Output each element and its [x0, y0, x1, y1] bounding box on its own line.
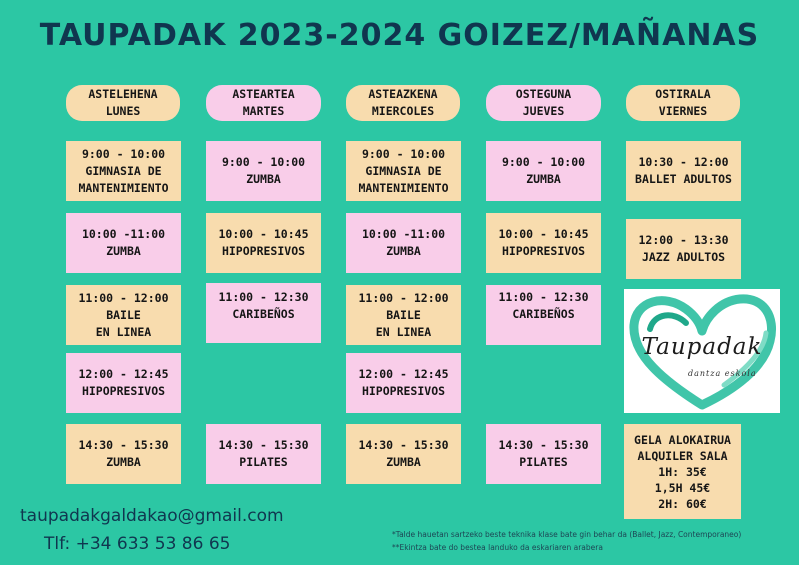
class-time: 10:30 - 12:00 [638, 155, 729, 169]
class-name: ZUMBA [106, 455, 141, 469]
day-name-es: LUNES [105, 104, 141, 118]
class-time: 14:30 - 15:30 [78, 438, 169, 452]
logo-subtitle: dantza eskola [688, 369, 757, 378]
class-card [486, 285, 601, 345]
class-name: ZUMBA [106, 244, 141, 258]
class-name: ZUMBA [246, 172, 281, 186]
class-time: 10:00 -11:00 [361, 227, 446, 241]
day-name-eu: ASTEARTEA [232, 87, 295, 101]
class-name-line2: EN LINEA [375, 324, 432, 339]
class-card [486, 424, 601, 484]
class-time: 9:00 - 10:00 [501, 155, 586, 169]
class-time: 11:00 - 12:00 [78, 290, 169, 305]
day-header-wednesday [346, 85, 460, 121]
class-name: HIPOPRESIVOS [221, 244, 306, 258]
logo-wordmark: Taupadak [641, 334, 763, 360]
class-card [206, 283, 321, 343]
class-time: 12:00 - 12:45 [358, 367, 449, 381]
class-time: 10:00 -11:00 [81, 227, 166, 241]
class-time: 11:00 - 12:00 [358, 290, 449, 305]
day-name-eu: ASTEAZKENA [368, 87, 438, 101]
class-card [346, 424, 461, 484]
rental-title-eu: GELA ALOKAIRUA [634, 432, 731, 447]
day-name-es: VIERNES [658, 104, 708, 118]
class-card [66, 141, 181, 201]
class-card [206, 213, 321, 273]
taupadak-logo [624, 289, 780, 413]
class-card [66, 285, 181, 345]
class-card [66, 424, 181, 484]
room-rental-card [624, 424, 741, 519]
class-name: GIMNASIA DE [365, 163, 442, 178]
rental-price-1h: 1H: 35€ [658, 464, 707, 479]
class-name: HIPOPRESIVOS [81, 384, 166, 398]
rental-price-2h: 2H: 60€ [658, 496, 707, 511]
class-time: 9:00 - 10:00 [361, 146, 446, 161]
class-name-line2: MANTENIMIENTO [78, 180, 169, 195]
class-name: BAILE [386, 307, 421, 322]
class-name: BALLET ADULTOS [635, 172, 732, 186]
class-time: 12:00 - 12:45 [78, 367, 169, 381]
rental-price-1-5h: 1,5H 45€ [654, 480, 711, 495]
class-name: HIPOPRESIVOS [361, 384, 446, 398]
class-card [66, 353, 181, 413]
class-time: 12:00 - 13:30 [638, 233, 729, 247]
class-name: GIMNASIA DE [85, 163, 162, 178]
contact-email[interactable]: taupadakgaldakao@gmail.com [20, 506, 284, 526]
day-header-monday [66, 85, 180, 121]
day-name-es: MIERCOLES [371, 104, 435, 118]
class-card [626, 141, 741, 201]
class-name: ZUMBA [386, 455, 421, 469]
contact-phone[interactable]: Tlf: +34 633 53 86 65 [44, 534, 231, 554]
footnote-1: *Talde hauetan sartzeko beste teknika klase bate gin behar da (Ballet, Jazz, Contemporaneo) [392, 530, 742, 539]
class-time: 10:00 - 10:45 [218, 227, 309, 241]
class-card [346, 285, 461, 345]
class-time: 11:00 - 12:30 [498, 290, 589, 304]
class-time: 9:00 - 10:00 [221, 155, 306, 169]
class-card [346, 213, 461, 273]
day-header-tuesday [206, 85, 321, 121]
day-name-es: MARTES [242, 104, 285, 118]
day-name-es: JUEVES [522, 104, 565, 118]
contact-info [20, 502, 284, 558]
class-name-line2: MANTENIMIENTO [358, 180, 449, 195]
day-header-thursday [486, 85, 601, 121]
class-name: PILATES [239, 455, 288, 469]
class-card [486, 213, 601, 273]
class-name: BAILE [106, 307, 141, 322]
day-name-eu: ASTELEHENA [88, 87, 158, 101]
day-name-eu: OSTEGUNA [515, 87, 572, 101]
class-card [66, 213, 181, 273]
class-name: ZUMBA [526, 172, 561, 186]
rental-title-es: ALQUILER SALA [637, 448, 728, 463]
day-name-eu: OSTIRALA [655, 87, 711, 101]
class-time: 14:30 - 15:30 [218, 438, 309, 452]
class-name-line2: EN LINEA [95, 324, 152, 339]
class-card [346, 353, 461, 413]
class-time: 11:00 - 12:30 [218, 290, 309, 304]
class-card [346, 141, 461, 201]
class-card [206, 141, 321, 201]
class-time: 14:30 - 15:30 [498, 438, 589, 452]
class-name: PILATES [519, 455, 568, 469]
page-title: TAUPADAK 2023-2024 GOIZEZ/MAÑANAS [39, 18, 760, 53]
class-time: 9:00 - 10:00 [81, 146, 166, 161]
footnote-2: **Ekintza bate do bestea landuko da eskariaren arabera [392, 543, 603, 552]
class-name: CARIBEÑOS [232, 307, 295, 321]
class-name: CARIBEÑOS [512, 307, 575, 321]
class-card [626, 219, 741, 279]
class-name: JAZZ ADULTOS [641, 250, 726, 264]
footnotes [392, 528, 741, 554]
class-name: ZUMBA [386, 244, 421, 258]
class-name: HIPOPRESIVOS [501, 244, 586, 258]
class-time: 10:00 - 10:45 [498, 227, 589, 241]
class-card [486, 141, 601, 201]
class-card [206, 424, 321, 484]
class-time: 14:30 - 15:30 [358, 438, 449, 452]
day-header-friday [626, 85, 740, 121]
